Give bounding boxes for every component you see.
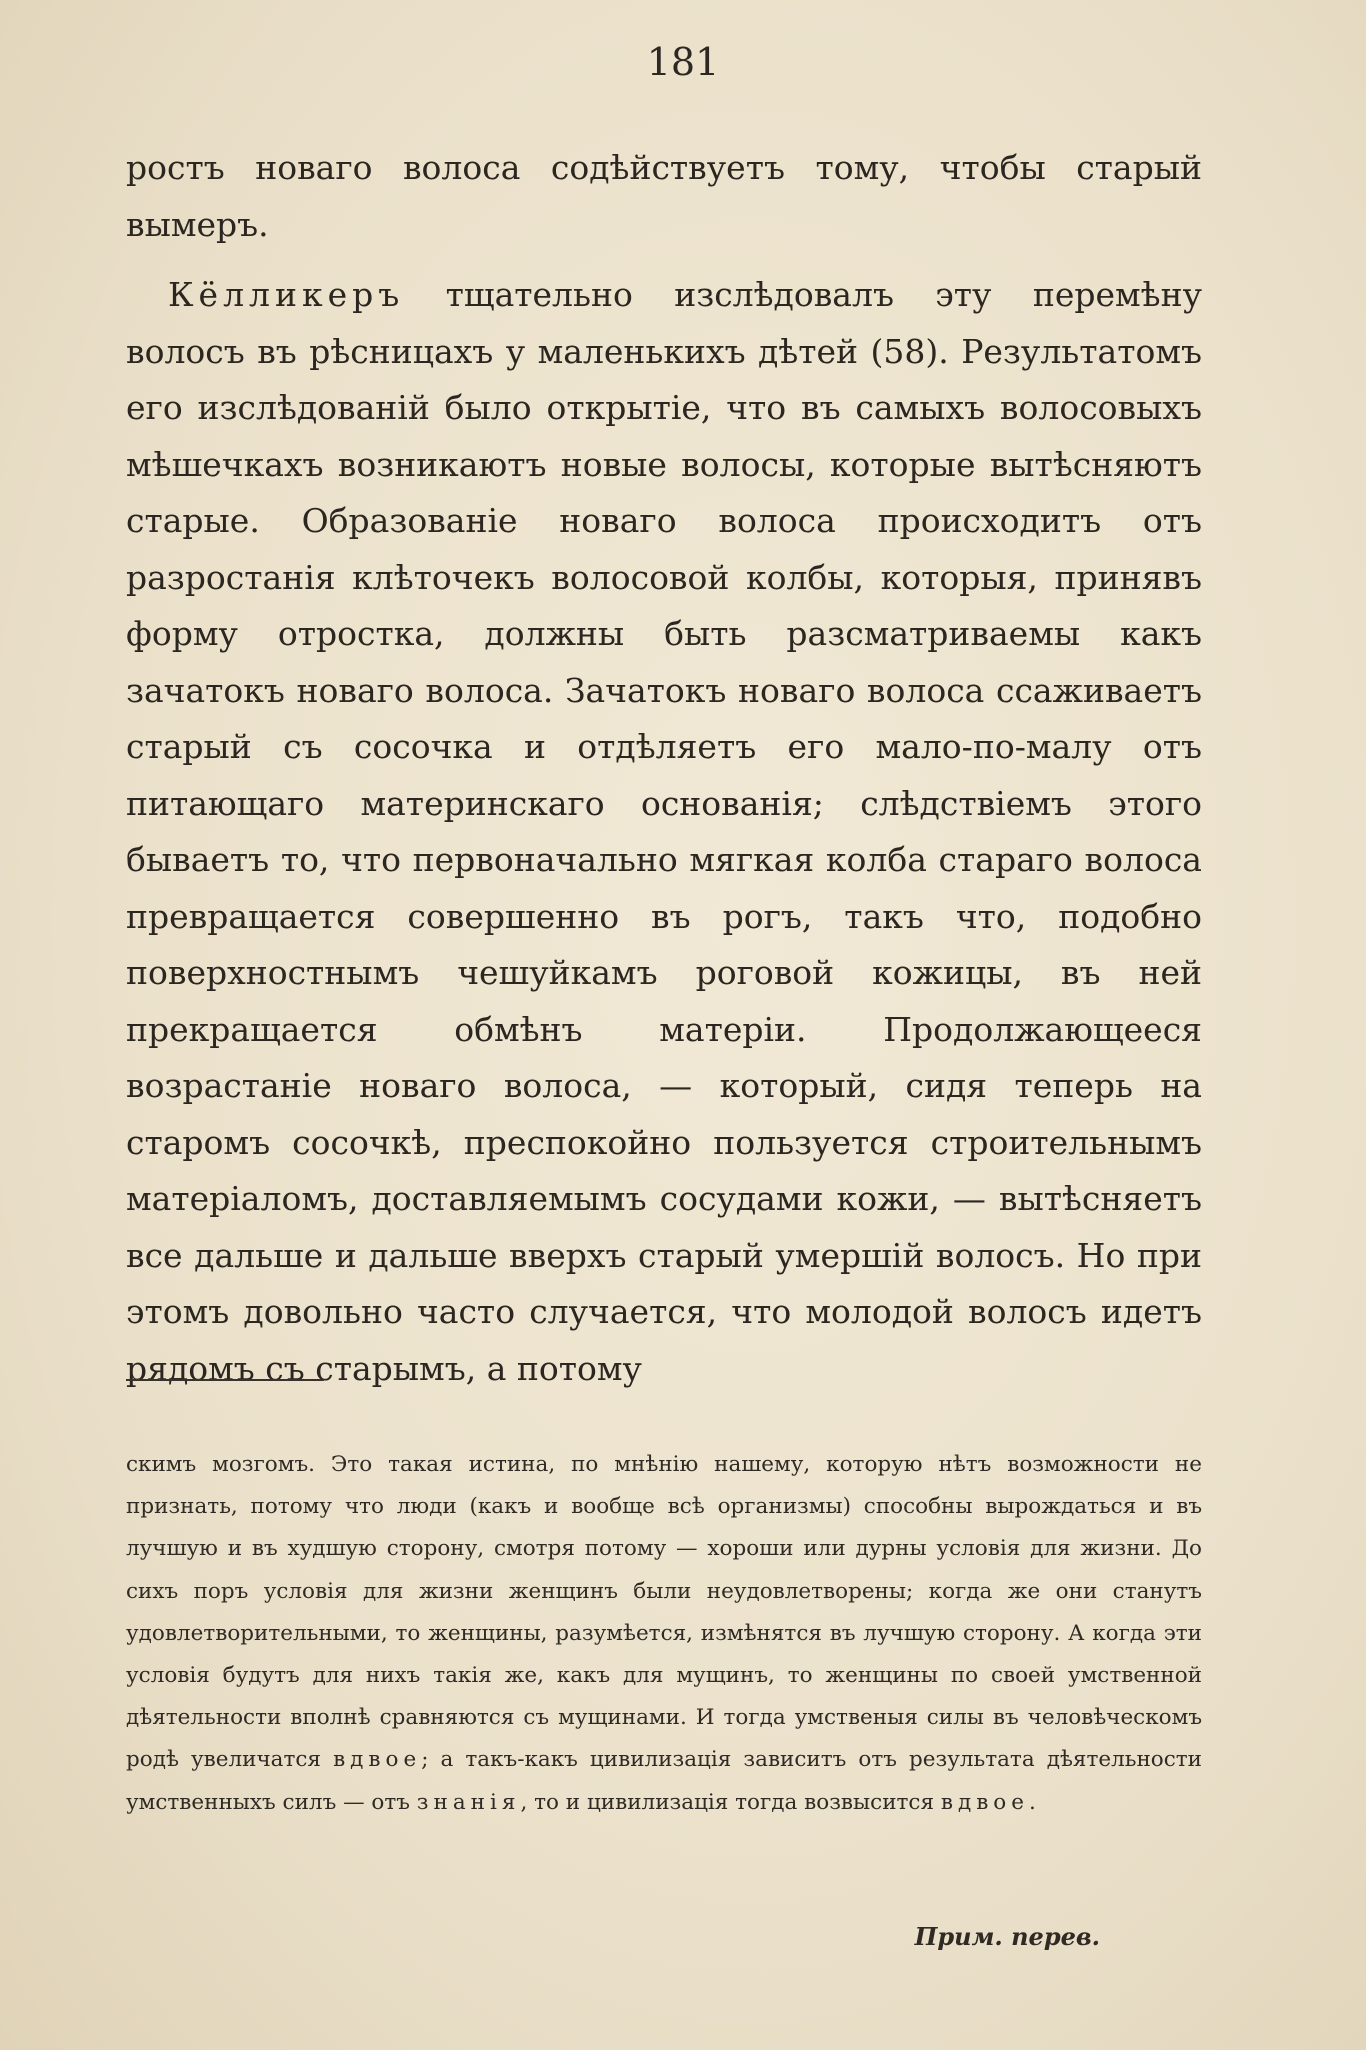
- footnote-separator: [126, 1379, 324, 1381]
- paragraph-kolliker: [126, 267, 1202, 1397]
- footnote-emphasis-3: вдвое: [940, 1789, 1029, 1815]
- footnote-emphasis-1: вдвое: [333, 1747, 422, 1773]
- footnote-text-b: ; а такъ-какъ цивилизація зависитъ отъ результата дѣятельности умственныхъ силъ — отъ: [126, 1747, 1202, 1815]
- footnote-emphasis-2: знанія: [416, 1789, 521, 1815]
- footnote-text-d: .: [1028, 1789, 1036, 1815]
- translator-note-signature: Прим. перев.: [914, 1922, 1100, 1951]
- footnote-text-c: , то и цивилизація тогда возвысится: [520, 1789, 941, 1815]
- footnote-text-a: скимъ мозгомъ. Это такая истина, по мнѣнію нашему, которую нѣтъ возможности не признать, потому что люди (какъ и вообще всѣ организмы) способны вырождаться и въ лучшую и въ худшую сторону, смотря потому — хороши или дурны условія для жизни. До сихъ поръ условія для жизни женщинъ были неудовлетворены; когда же они станутъ удовлетворительными, то женщины, разумѣется, измѣнятся въ лучшую сторону. А когда эти условія будутъ для нихъ такія же, какъ для мущинъ, то женщины по своей умственной дѣятельности вполнѣ сравняются съ мущинами. И тогда умственыя силы въ человѣческомъ родѣ увеличатся: [126, 1452, 1202, 1773]
- author-name-spaced: Кёлликеръ: [168, 275, 405, 314]
- page-number: 181: [646, 40, 720, 84]
- paragraph-continuation: ростъ новаго волоса содѣйствуетъ тому, чтобы старый вымеръ.: [126, 148, 1202, 244]
- main-text: [126, 140, 1202, 1397]
- footnote: [126, 1444, 1202, 1824]
- paragraph-body: тщательно изслѣдовалъ эту перемѣну волосъ въ рѣсницахъ у маленькихъ дѣтей (58). Результатомъ его изслѣдованій было открытіе, что въ самыхъ волосовыхъ мѣшечкахъ возникаютъ новые волосы, которые вытѣсняютъ старые. Образованіе новаго волоса происходитъ отъ разростанія клѣточекъ волосовой колбы, которыя, принявъ форму отростка, должны быть разсматриваемы какъ зачатокъ новаго волоса. Зачатокъ новаго волоса ссаживаетъ старый съ сосочка и отдѣляетъ его мало-по-малу отъ питающаго материнскаго основанія; слѣдствіемъ этого бываетъ то, что первоначально мягкая колба стараго волоса превращается совершенно въ рогъ, такъ что, подобно поверхностнымъ чешуйкамъ роговой кожицы, въ ней прекращается обмѣнъ матеріи. Продолжающееся возрастаніе новаго волоса, — который, сидя теперь на старомъ сосочкѣ, преспокойно пользуется строительнымъ матеріаломъ, доставляемымъ сосудами кожи, — вытѣсняетъ все дальше и дальше вверхъ старый умершій волосъ. Но при этомъ довольно часто случается, что молодой волосъ идетъ рядомъ съ старымъ, а потому: [126, 275, 1202, 1388]
